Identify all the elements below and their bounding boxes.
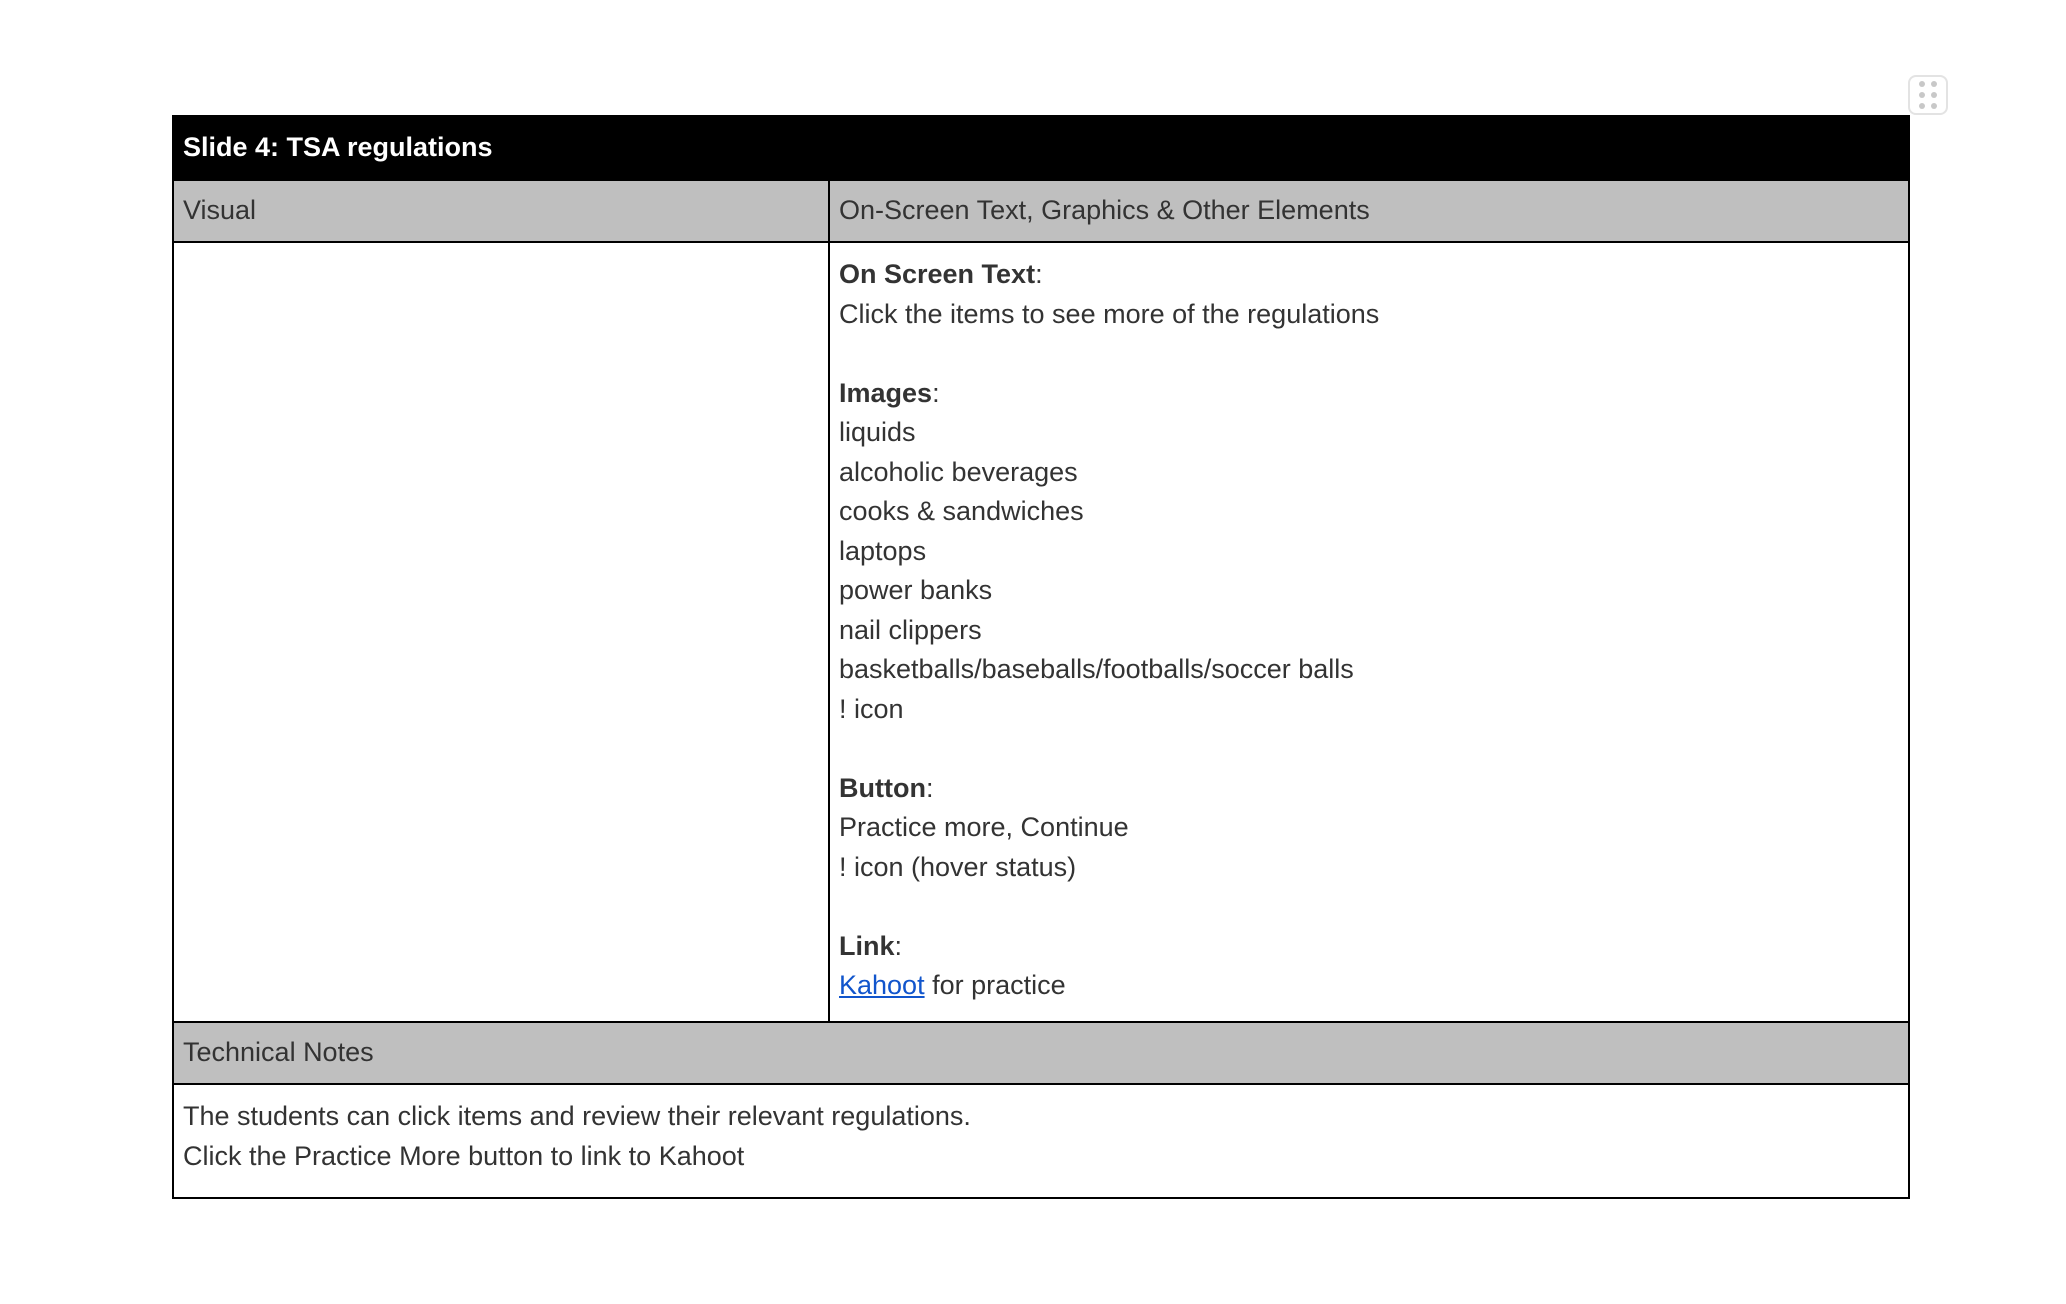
image-item: nail clippers — [839, 614, 982, 645]
image-item: alcoholic beverages — [839, 456, 1078, 487]
images-label: Images — [839, 377, 933, 408]
link-suffix: for practice — [924, 970, 1066, 1000]
image-item: cooks & sandwiches — [839, 496, 1084, 526]
technical-note: The students can click items and review their relevant regulations. — [183, 1101, 971, 1131]
technical-notes-cell[interactable] — [173, 1084, 1909, 1198]
image-item: liquids — [839, 417, 916, 447]
button-item: Practice more, Continue — [839, 812, 1129, 842]
on-screen-text: Click the items to see more of the regulations — [839, 298, 1380, 329]
link-label: Link — [839, 930, 895, 961]
image-item: basketballs/baseballs/footballs/soccer balls — [839, 654, 1354, 684]
elements-cell[interactable]: On Screen Text: Click the items to see more of the regulations Images: liquids alcoholic beverages cooks & sandwiches laptops power banks nail clippers basketballs/baseballs/footballs/soccer balls ! icon Button: Practice more, Continue ! icon (hover status) Link: Kahoot for practice — [829, 242, 1909, 1022]
button-label: Button — [839, 772, 926, 803]
image-item: power banks — [839, 575, 993, 605]
on-screen-text-label: On Screen Text — [839, 259, 1036, 289]
button-item: ! icon (hover status) — [839, 851, 1077, 882]
storyboard-table — [172, 115, 1910, 1199]
technical-note: Click the Practice More button to link to Kahoot — [183, 1140, 745, 1171]
elements-header: On-Screen Text, Graphics & Other Elements — [829, 180, 1909, 242]
visual-cell[interactable] — [173, 242, 829, 1022]
slide-title: Slide 4: TSA regulations — [173, 116, 1909, 180]
technical-notes-header: Technical Notes — [173, 1022, 1909, 1084]
drag-handle-icon[interactable] — [1908, 75, 1948, 115]
kahoot-link[interactable]: Kahoot — [839, 970, 925, 1000]
image-item: laptops — [839, 535, 927, 566]
image-item: ! icon — [839, 693, 904, 724]
visual-header: Visual — [173, 180, 829, 242]
